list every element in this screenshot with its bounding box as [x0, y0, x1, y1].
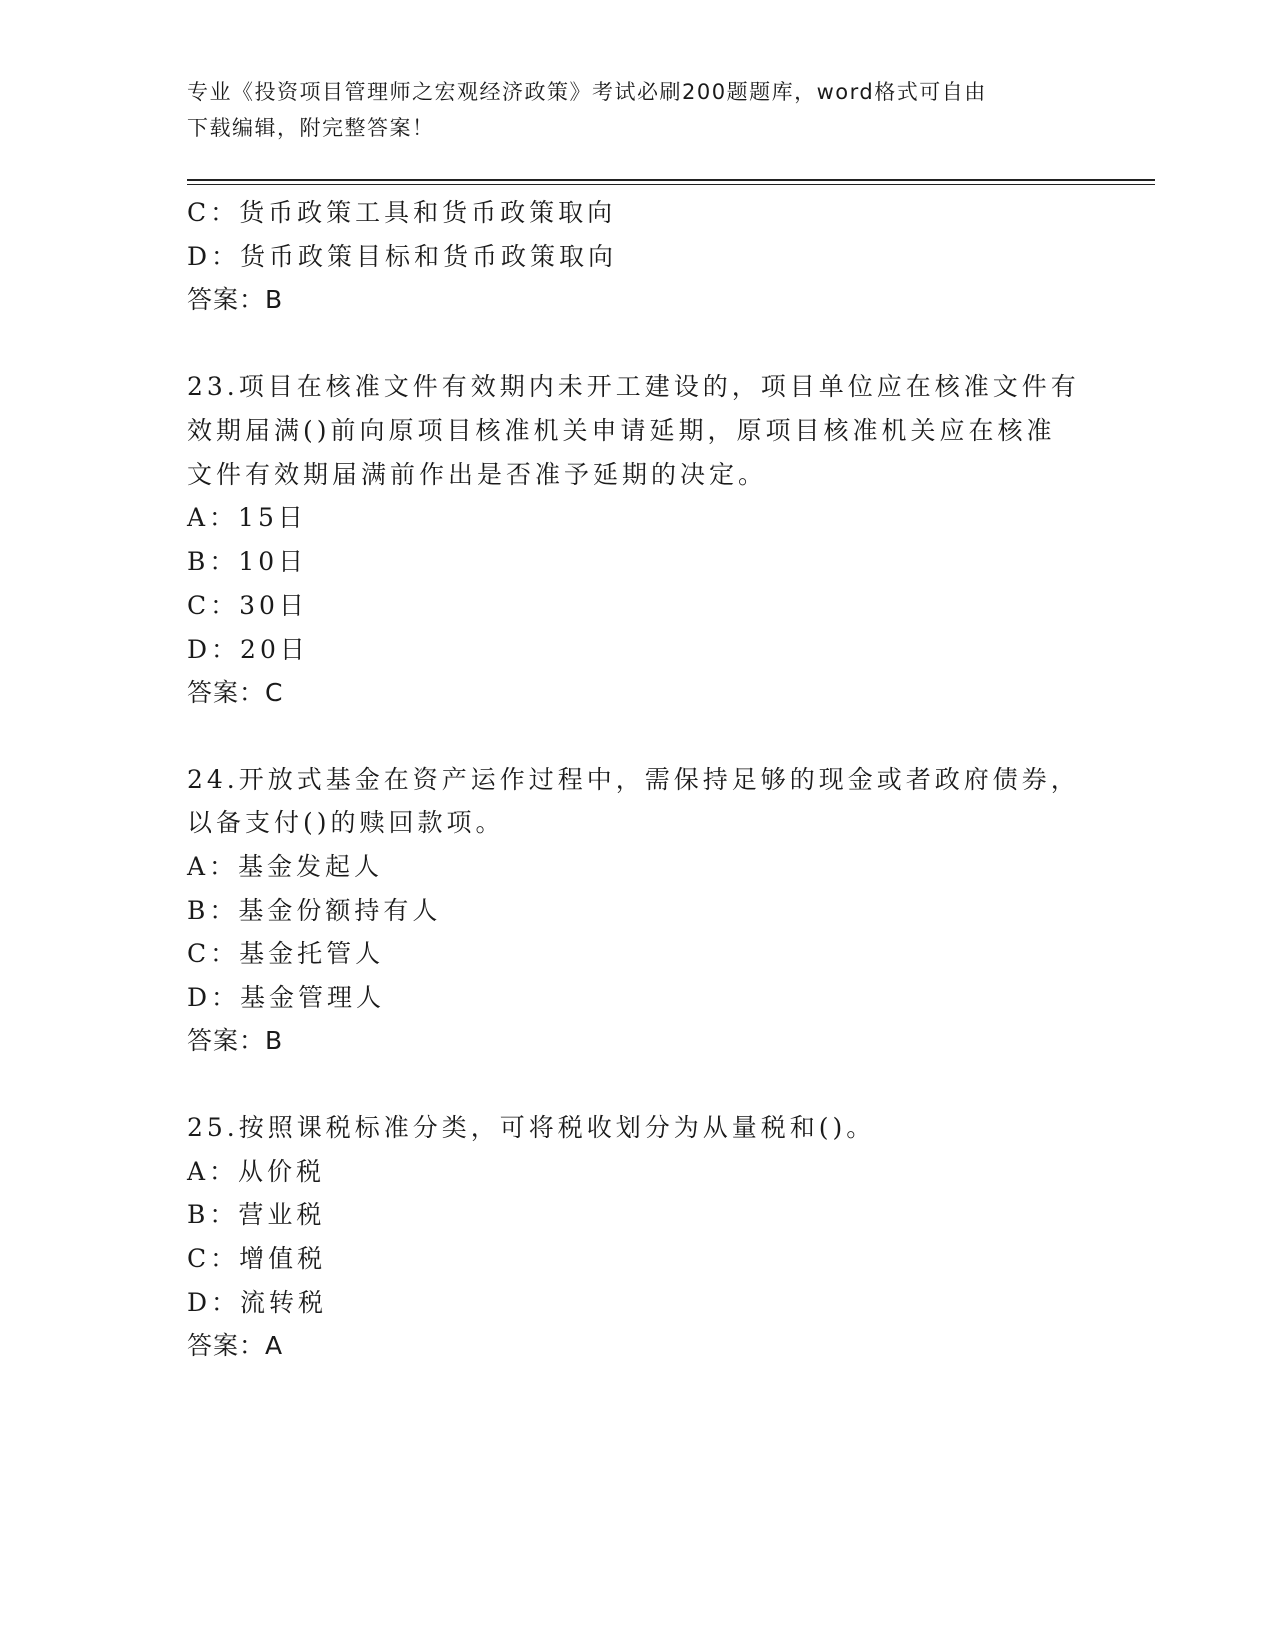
q24-option-b: B：基金份额持有人 — [187, 896, 442, 925]
q25-option-c: C：增值税 — [187, 1244, 327, 1273]
q23-option-d: D：20日 — [187, 635, 309, 664]
q24-option-d: D：基金管理人 — [187, 983, 386, 1012]
q22-option-c: C：货币政策工具和货币政策取向 — [187, 198, 617, 227]
q22-answer: 答案：B — [187, 285, 284, 314]
q25-stem-line-1: 25.按照课税标准分类，可将税收划分为从量税和()。 — [187, 1113, 876, 1142]
q24-stem-line-1: 24.开放式基金在资产运作过程中，需保持足够的现金或者政府债券， — [187, 765, 1080, 794]
q24-answer: 答案：B — [187, 1026, 284, 1055]
q24-stem-line-2: 以备支付()的赎回款项。 — [187, 808, 505, 837]
q23-answer: 答案：C — [187, 678, 284, 707]
header-line-1: 专业《投资项目管理师之宏观经济政策》考试必刷200题题库，word格式可自由 — [187, 80, 987, 104]
q25-option-d: D：流转税 — [187, 1288, 328, 1317]
header-rule-thin — [187, 184, 1155, 185]
q25-option-b: B：营业税 — [187, 1200, 326, 1229]
q23-option-a: A：15日 — [187, 503, 307, 532]
q25-answer: 答案：A — [187, 1331, 284, 1360]
q23-stem-line-1: 23.项目在核准文件有效期内未开工建设的，项目单位应在核准文件有 — [187, 372, 1080, 401]
document-header — [187, 74, 1087, 146]
header-line-2: 下载编辑，附完整答案！ — [187, 116, 435, 140]
q23-option-b: B：10日 — [187, 547, 308, 576]
q22-option-d: D：货币政策目标和货币政策取向 — [187, 242, 618, 271]
q23-stem-line-2: 效期届满()前向原项目核准机关申请延期，原项目核准机关应在核准 — [187, 416, 1056, 445]
header-rule-thick — [187, 179, 1155, 181]
q23-option-c: C：30日 — [187, 591, 308, 620]
q24-option-c: C：基金托管人 — [187, 939, 385, 968]
q25-option-a: A：从价税 — [187, 1157, 326, 1186]
q23-stem-line-3: 文件有效期届满前作出是否准予延期的决定。 — [187, 460, 768, 489]
q24-option-a: A：基金发起人 — [187, 852, 384, 881]
